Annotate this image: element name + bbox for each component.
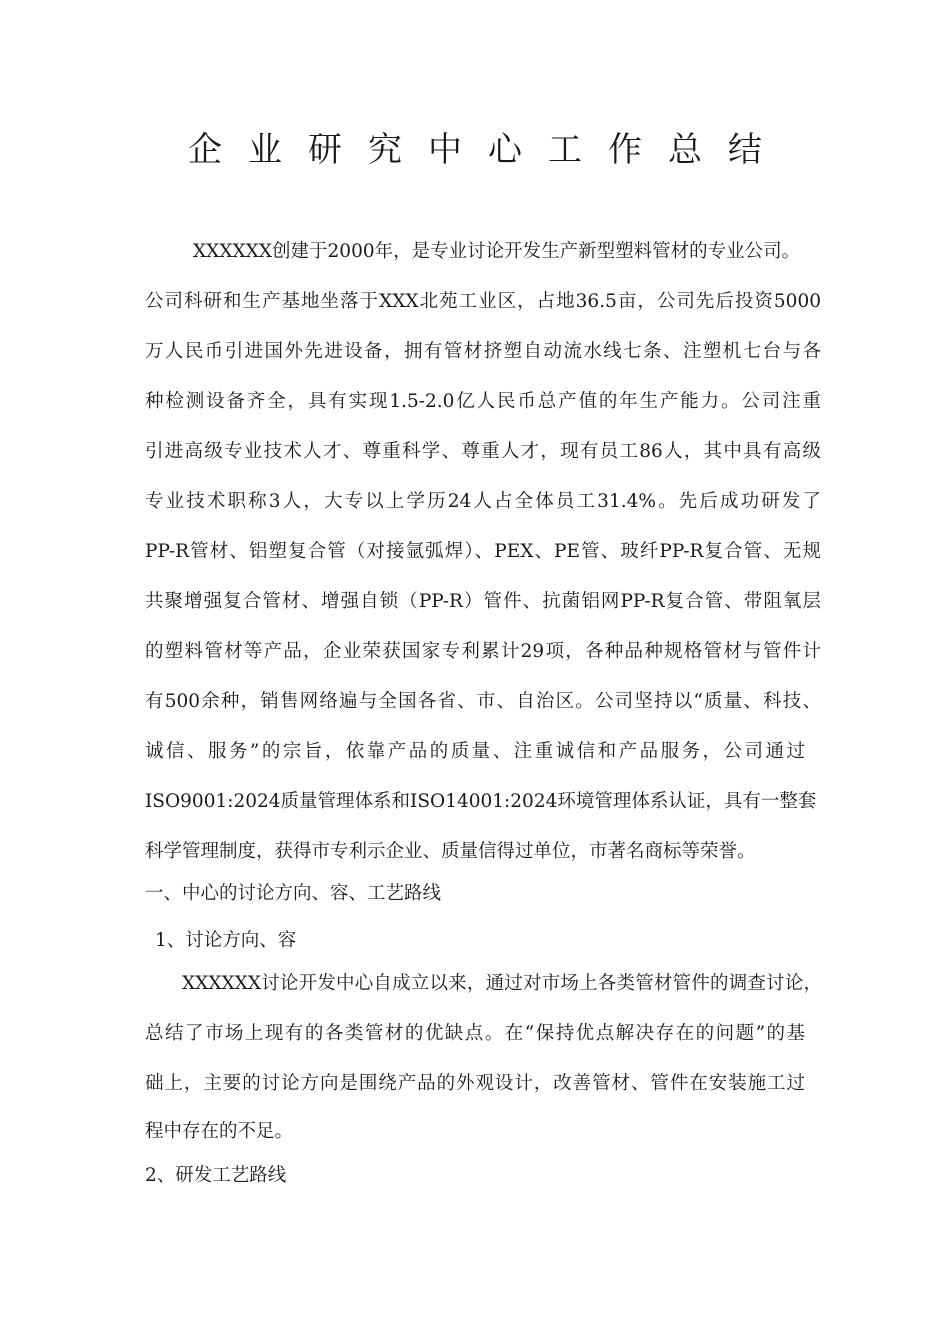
document-title: 企业研究中心工作总结: [188, 130, 788, 170]
paragraph-line: 专业技术职称3人，大专以上学历24人占全体员工31.4%。先后成功研发了: [145, 491, 821, 512]
paragraph-line: ISO9001:2024质量管理体系和ISO14001:2024环境管理体系认证，具有一整套: [145, 791, 817, 812]
subsection-heading: 1、讨论方向、容: [155, 930, 297, 951]
paragraph-line: 程中存在的不足。: [145, 1121, 294, 1142]
paragraph-line: PP-R管材、铝塑复合管（对接氩弧焊）、PEX、PE管、玻纤PP-R复合管、无规: [145, 541, 821, 562]
paragraph-line: 总结了市场上现有的各类管材的优缺点。在“保持优点解决存在的问题”的基: [145, 1023, 805, 1044]
paragraph-line: 的塑料管材等产品，企业荣获国家专利累计29项，各种品种规格管材与管件计: [145, 641, 821, 662]
paragraph-line: XXXXXX创建于2000年，是专业讨论开发生产新型塑料管材的专业公司。: [193, 241, 801, 262]
paragraph-line: 有500余种，销售网络遍与全国各省、市、自治区。公司坚持以“质量、科技、: [145, 691, 821, 712]
section-heading: 一、中心的讨论方向、容、工艺路线: [145, 883, 442, 904]
paragraph-line: 诚信、服务”的宗旨，依靠产品的质量、注重诚信和产品服务，公司通过: [145, 741, 805, 762]
paragraph-line: 万人民币引进国外先进设备，拥有管材挤塑自动流水线七条、注塑机七台与各: [145, 341, 821, 362]
paragraph-line: 科学管理制度，获得市专利示企业、质量信得过单位，市著名商标等荣誉。: [145, 841, 756, 862]
paragraph-line: XXXXXX讨论开发中心自成立以来，通过对市场上各类管材管件的调查讨论，: [182, 973, 822, 994]
paragraph-line: 引进高级专业技术人才、尊重科学、尊重人才，现有员工86人，其中具有高级: [145, 441, 821, 462]
paragraph-line: 种检测设备齐全，具有实现1.5-2.0亿人民币总产值的年生产能力。公司注重: [145, 391, 821, 412]
paragraph-line: 共聚增强复合管材、增强自锁（PP-R）管件、抗菌铝网PP-R复合管、带阻氧层: [145, 591, 821, 612]
paragraph-line: 公司科研和生产基地坐落于XXX北苑工业区，占地36.5亩，公司先后投资5000: [145, 291, 821, 312]
paragraph-line: 础上，主要的讨论方向是围绕产品的外观设计，改善管材、管件在安装施工过: [145, 1073, 805, 1094]
subsection-heading: 2、研发工艺路线: [145, 1165, 287, 1186]
